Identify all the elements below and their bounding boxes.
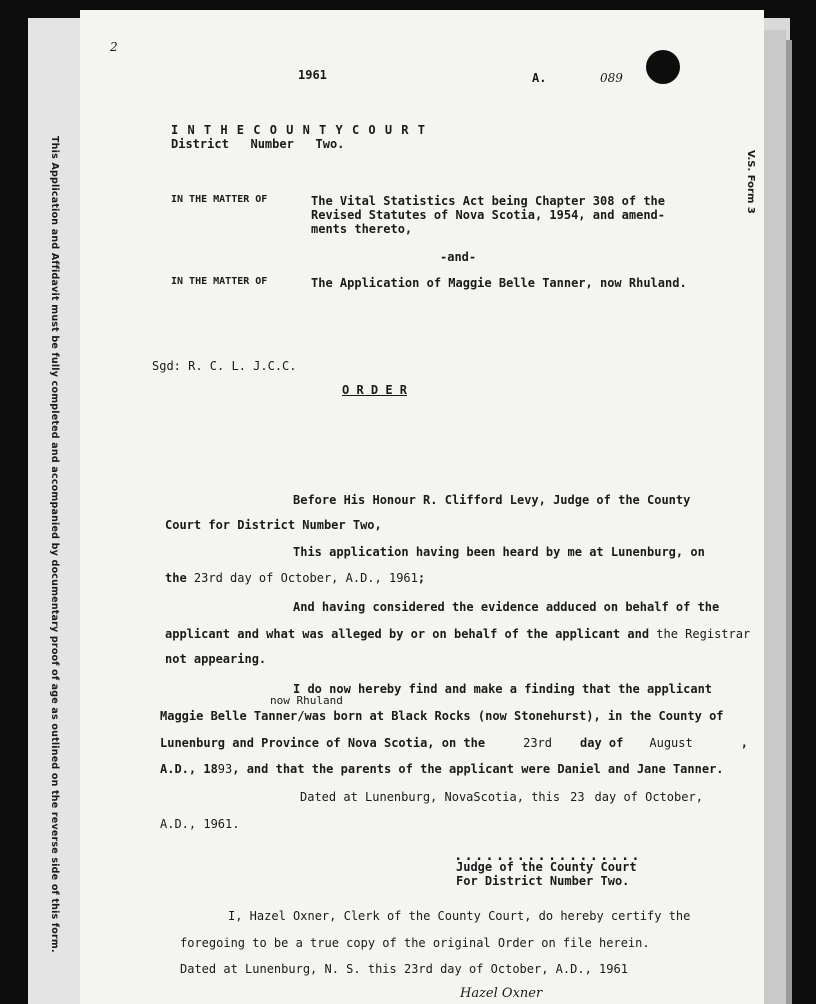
judge-district: For District Number Two. xyxy=(456,874,630,888)
court-title: I N T H E C O U N T Y C O U R T xyxy=(171,123,426,137)
matter1-line1: The Vital Statistics Act being Chapter 308 of the xyxy=(311,194,666,208)
para3-line3: not appearing. xyxy=(165,652,267,666)
matter1-line2: Revised Statutes of Nova Scotia, 1954, and amend- xyxy=(311,208,666,222)
para4-line1: I do now hereby find and make a finding that the applicant xyxy=(293,682,713,696)
certificate-line1: I, Hazel Oxner, Clerk of the County Court, do hereby certify the xyxy=(228,909,691,923)
matter2-text: The Application of Maggie Belle Tanner, now Rhuland. xyxy=(311,276,687,290)
name-insert: now Rhuland xyxy=(270,694,343,707)
birth-month: August xyxy=(649,736,693,750)
matter2-label: IN THE MATTER OF xyxy=(171,276,268,287)
dated-line2: A.D., 1961. xyxy=(160,817,240,831)
underlying-form-edge xyxy=(764,30,786,1004)
hearing-date: 23rd day of October, A.D., 1961 xyxy=(193,571,418,585)
underlying-form-shadow xyxy=(786,40,792,1004)
para3-line2: applicant and what was alleged by or on behalf of the applicant and the Registrar xyxy=(165,627,751,641)
para2-line2: the 23rd day of October, A.D., 1961; xyxy=(165,571,426,585)
punch-hole xyxy=(646,50,680,84)
registrar-insert: the Registrar xyxy=(649,627,751,641)
margin-instruction: This Application and Affidavit must be fully completed and accompanied by documentary proof of age as outlined on the reverse side of this form. xyxy=(49,136,60,953)
birth-year: 93 xyxy=(217,762,233,776)
file-prefix: A. xyxy=(532,71,547,85)
matter1-line3: ments thereto, xyxy=(311,222,413,236)
order-page xyxy=(80,10,764,1004)
certificate-line3: Dated at Lunenburg, N. S. this 23rd day of October, A.D., 1961 xyxy=(180,962,628,976)
dated-day: 23 xyxy=(570,790,585,804)
para4-line3: Lunenburg and Province of Nova Scotia, on the 23rd day of August , xyxy=(160,736,748,750)
year-label: 1961 xyxy=(298,68,327,82)
certificate-line2: foregoing to be a true copy of the original Order on file herein. xyxy=(180,936,650,950)
matter1-label: IN THE MATTER OF xyxy=(171,194,268,205)
para2-line1: This application having been heard by me at Lunenburg, on xyxy=(293,545,705,559)
signature-dots: .................. xyxy=(454,848,642,864)
order-title: O R D E R xyxy=(342,383,408,397)
corner-mark: 2 xyxy=(110,40,118,54)
para4-line2: Maggie Belle Tanner/was born at Black Rocks (now Stonehurst), in the County of xyxy=(160,709,724,723)
form-code: V.S. Form 3 xyxy=(745,150,756,214)
file-number: 089 xyxy=(600,71,623,85)
dated-line1: Dated at Lunenburg, NovaScotia, this 23 day of October, xyxy=(300,790,703,804)
para4-line4: A.D., 1893, and that the parents of the applicant were Daniel and Jane Tanner. xyxy=(160,762,724,776)
para1-line2: Court for District Number Two, xyxy=(165,518,382,532)
and-text: -and- xyxy=(440,250,477,264)
judge-title: Judge of the County Court xyxy=(456,860,637,874)
signed-line: Sgd: R. C. L. J.C.C. xyxy=(152,359,297,373)
court-district: District Number Two. xyxy=(171,137,345,151)
para3-line1: And having considered the evidence adduced on behalf of the xyxy=(293,600,720,614)
para1-line1: Before His Honour R. Clifford Levy, Judge of the County xyxy=(293,493,691,507)
birth-day: 23rd xyxy=(523,736,553,750)
clerk-signature: Hazel Oxner xyxy=(460,986,543,1001)
